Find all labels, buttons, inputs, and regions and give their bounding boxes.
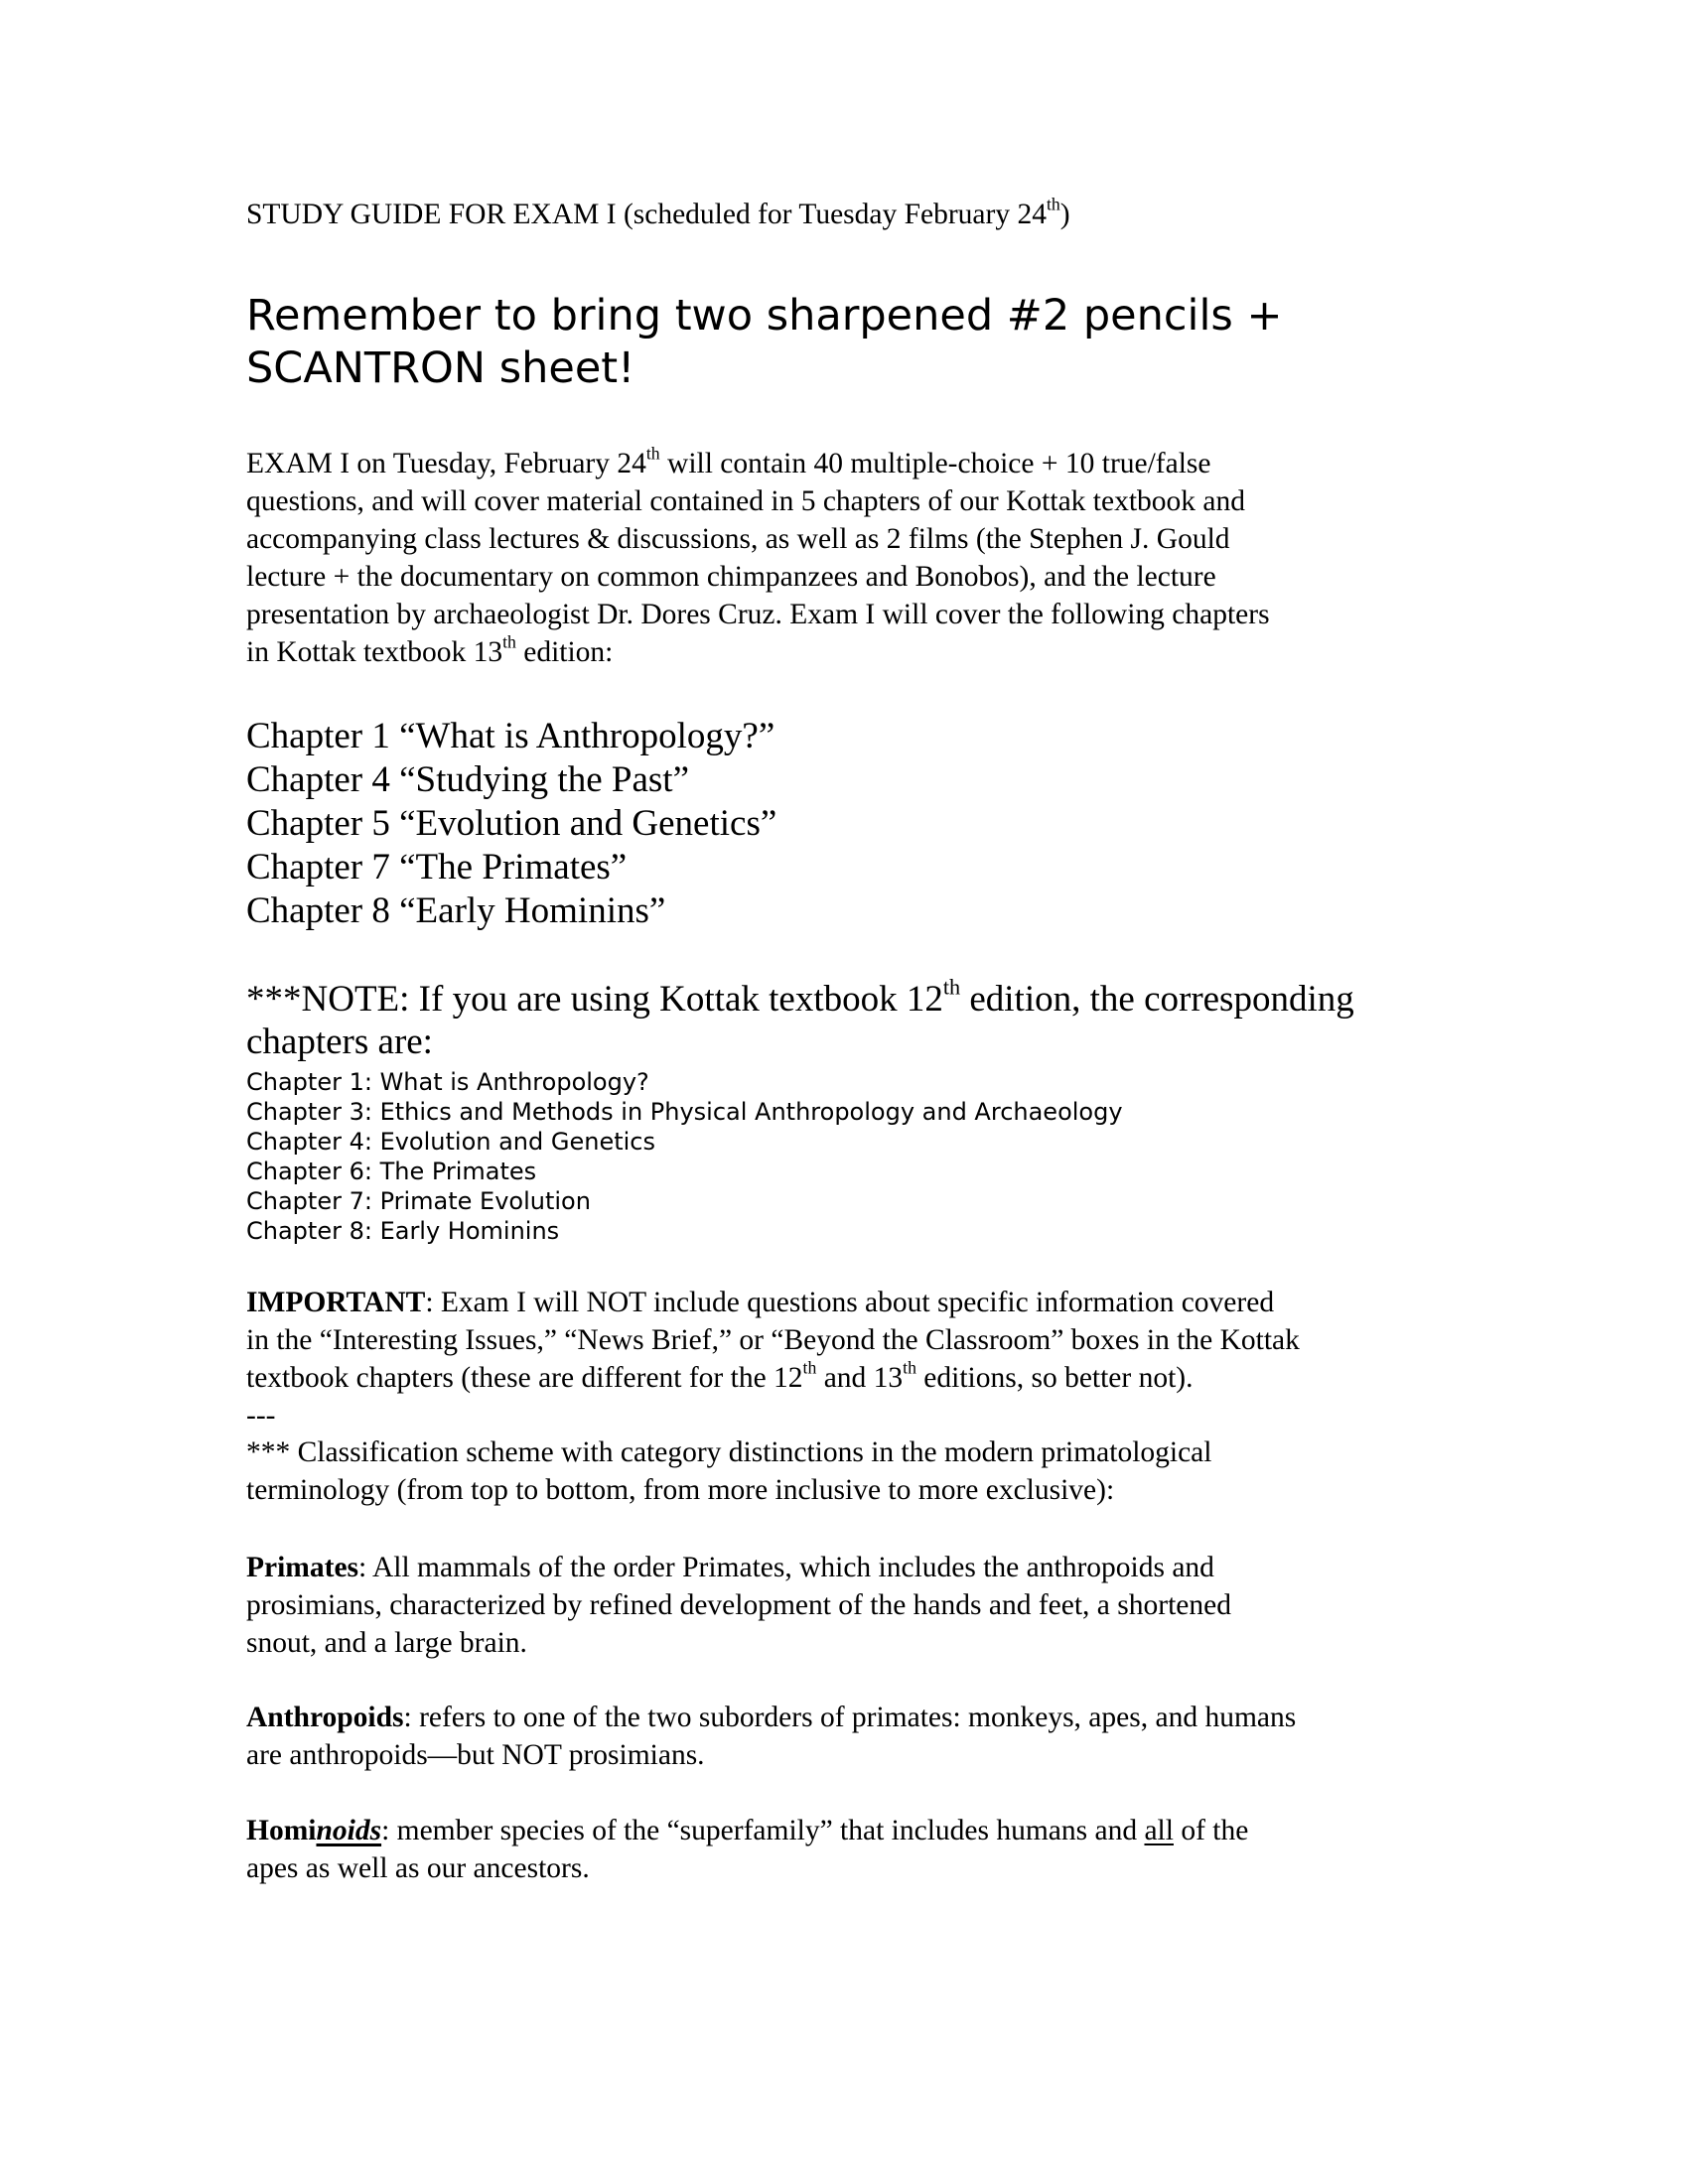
exam-intro-paragraph	[246, 445, 1468, 671]
definition-line: prosimians, characterized by refined development of the hands and feet, a shortened	[246, 1589, 1231, 1621]
chapter-item: Chapter 5 “Evolution and Genetics”	[246, 803, 777, 844]
term-hominoids-emphasis: noids	[316, 1815, 382, 1846]
definition-text: : member species of the “superfamily” that includes humans and	[381, 1815, 1145, 1846]
important-label: IMPORTANT	[246, 1287, 426, 1318]
intro-line: accompanying class lectures & discussions, as well as 2 films (the Stephen J. Gould	[246, 523, 1230, 555]
important-text: editions, so better not).	[915, 1362, 1194, 1394]
intro-text: will contain 40 multiple-choice + 10 true/false	[659, 448, 1211, 479]
chapter-item: Chapter 1 “What is Anthropology?”	[246, 716, 775, 756]
edition-note	[246, 974, 1468, 1063]
classification-intro	[246, 1433, 1468, 1509]
chapter-item: Chapter 8: Early Hominins	[246, 1217, 560, 1245]
chapter-list-12th-edition	[246, 1067, 1468, 1246]
definition-text: : refers to one of the two suborders of primates: monkeys, apes, and humans	[403, 1702, 1297, 1733]
classification-line: *** Classification scheme with category distinctions in the modern primatological	[246, 1436, 1212, 1468]
reminder-line-1: Remember to bring two sharpened #2 pencils +	[246, 291, 1283, 341]
important-sup: th	[903, 1357, 916, 1378]
chapter-item: Chapter 7 “The Primates”	[246, 847, 628, 887]
classification-line: terminology (from top to bottom, from more inclusive to more exclusive):	[246, 1474, 1115, 1506]
important-text: : Exam I will NOT include questions about specific information covered	[425, 1287, 1275, 1318]
term-hominoids: Homi	[246, 1815, 317, 1846]
title-text: STUDY GUIDE FOR EXAM I (scheduled for Tuesday February 24	[246, 199, 1047, 230]
emphasis-all: all	[1144, 1815, 1174, 1846]
note-text: edition, the corresponding	[960, 979, 1354, 1020]
intro-sup: th	[502, 631, 516, 652]
section-divider: ---	[246, 1400, 276, 1432]
important-text: and 13	[816, 1362, 904, 1394]
intro-line: questions, and will cover material contained in 5 chapters of our Kottak textbook and	[246, 485, 1245, 517]
note-sup: th	[942, 974, 961, 1000]
chapter-item: Chapter 8 “Early Hominins”	[246, 890, 666, 931]
chapter-item: Chapter 7: Primate Evolution	[246, 1187, 591, 1215]
chapter-item: Chapter 6: The Primates	[246, 1158, 537, 1185]
intro-line: lecture + the documentary on common chimpanzees and Bonobos), and the lecture	[246, 561, 1216, 593]
term-primates: Primates	[246, 1552, 359, 1583]
definition-hominoids	[246, 1812, 1468, 1887]
definition-primates	[246, 1549, 1468, 1662]
intro-line: presentation by archaeologist Dr. Dores Cruz. Exam I will cover the following chapters	[246, 599, 1270, 630]
chapter-list-13th-edition	[246, 715, 1468, 933]
chapter-item: Chapter 4: Evolution and Genetics	[246, 1128, 655, 1156]
important-text: textbook chapters (these are different for the 12	[246, 1362, 803, 1394]
note-line: chapters are:	[246, 1022, 433, 1062]
title-close: )	[1059, 199, 1070, 230]
definition-line: are anthropoids—but NOT prosimians.	[246, 1739, 705, 1771]
note-text: ***NOTE: If you are using Kottak textbook 12	[246, 979, 943, 1020]
pencil-reminder	[246, 290, 1468, 395]
chapter-item: Chapter 3: Ethics and Methods in Physical Anthropology and Archaeology	[246, 1098, 1123, 1126]
intro-text: edition:	[515, 636, 614, 668]
title-sup: th	[1046, 194, 1060, 214]
important-sup: th	[802, 1357, 817, 1378]
definition-text: of the	[1173, 1815, 1249, 1846]
definition-anthropoids	[246, 1699, 1468, 1774]
page-title	[246, 194, 1468, 232]
definition-line: apes as well as our ancestors.	[246, 1852, 590, 1884]
important-line: in the “Interesting Issues,” “News Brief,” or “Beyond the Classroom” boxes in the Kottak	[246, 1324, 1300, 1356]
chapter-item: Chapter 4 “Studying the Past”	[246, 759, 689, 800]
intro-text: EXAM I on Tuesday, February 24	[246, 448, 646, 479]
important-notice	[246, 1284, 1468, 1434]
definition-line: snout, and a large brain.	[246, 1627, 527, 1659]
chapter-item: Chapter 1: What is Anthropology?	[246, 1068, 649, 1096]
intro-text: in Kottak textbook 13	[246, 636, 503, 668]
intro-sup: th	[645, 443, 660, 464]
reminder-line-2: SCANTRON sheet!	[246, 343, 635, 393]
term-anthropoids: Anthropoids	[246, 1702, 404, 1733]
definition-text: : All mammals of the order Primates, which includes the anthropoids and	[358, 1552, 1214, 1583]
